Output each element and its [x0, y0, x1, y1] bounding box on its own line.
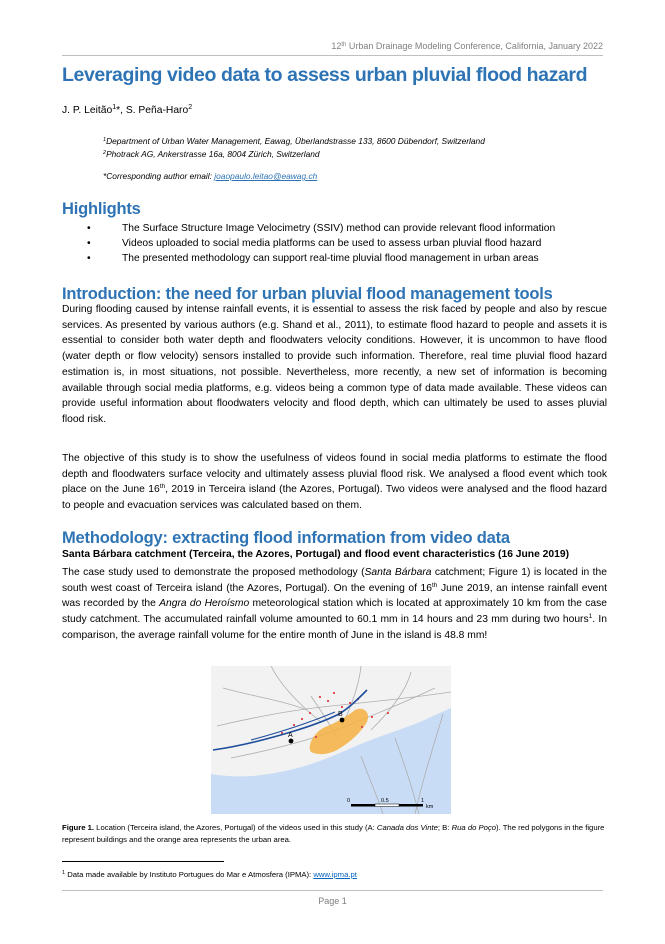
- affiliation-text: Department of Urban Water Management, Eawag, Überlandstrasse 133, 8600 Dübendorf, Switzerland: [106, 136, 485, 146]
- highlights-list: [87, 221, 627, 266]
- body-text: The case study used to demonstrate the proposed methodology (: [62, 567, 365, 578]
- author-list: [62, 104, 192, 116]
- footnote-reference[interactable]: 1: [588, 613, 593, 621]
- affiliation-text: Photrack AG, Ankerstrasse 16a, 8004 Zürich, Switzerland: [106, 149, 320, 159]
- location-marker-a: [289, 739, 294, 744]
- highlight-text: The Surface Structure Image Velocimetry (SSIV) method can provide relevant flood information: [122, 223, 556, 234]
- scale-label: 0: [347, 798, 351, 804]
- header-divider: [62, 55, 603, 56]
- caption-text: ). The red polygons in the figure represent buildings and the orange area represents the urban area.: [62, 823, 605, 844]
- station-name: Angra do Heroísmo: [159, 598, 250, 610]
- list-item: [87, 236, 627, 251]
- affiliation-2: [103, 149, 320, 159]
- location-marker-b: [340, 718, 345, 723]
- location-label-b: B: [338, 711, 343, 718]
- footnote: [62, 870, 357, 879]
- page-number: Page 1: [318, 896, 347, 906]
- introduction-paragraph-2: [62, 451, 607, 514]
- ordinal-suffix: th: [341, 42, 347, 48]
- figure-caption: [62, 822, 607, 846]
- corresponding-author: [103, 171, 317, 181]
- location-name: Canada dos Vinte: [376, 823, 438, 832]
- paper-title: Leveraging video data to assess urban pluvial flood hazard: [62, 64, 588, 86]
- scale-label: 1: [421, 798, 425, 804]
- body-text: , 2019 in Terceira island (the Azores, Portugal). Two videos were analysed and the flood hazard to people and evacuation services was calculated based on them.: [62, 484, 608, 512]
- bullet-icon: •: [87, 223, 91, 234]
- body-text: . In comparison, the average rainfall volume for the entire month of June in the island is 48.8 mm!: [62, 614, 608, 641]
- methodology-paragraph: [62, 565, 607, 644]
- caption-text: Location (Terceira island, the Azores, Portugal) of the videos used in this study (A:: [94, 823, 377, 832]
- body-text: catchment; Figure 1) is located in the south west coast of Terceira island (the Azores, Portugal). On the evening of 16: [62, 567, 608, 594]
- scale-unit: km: [426, 804, 434, 810]
- map-graphic: [211, 666, 451, 814]
- affiliation-mark: 2: [188, 104, 193, 111]
- highlight-text: The presented methodology can support real-time pluvial flood management in urban areas: [122, 253, 539, 264]
- footnote-mark: 1: [62, 870, 66, 876]
- section-heading-highlights: Highlights: [62, 200, 141, 218]
- catchment-name: Santa Bárbara: [364, 567, 432, 578]
- footnote-text: Data made available by Instituto Portugues do Mar e Atmosfera (IPMA):: [65, 870, 314, 879]
- figure-1-map: [211, 666, 451, 814]
- highlight-text: Videos uploaded to social media platforms can be used to assess urban pluvial flood hazard: [122, 238, 542, 249]
- list-item: [87, 221, 627, 236]
- location-label-a: A: [288, 732, 293, 739]
- bullet-icon: •: [87, 238, 91, 249]
- superscript: th: [159, 483, 166, 491]
- footnote-link[interactable]: www.ipma.pt: [313, 870, 357, 879]
- author-name: J. P. Leitão: [62, 105, 113, 116]
- location-name: Rua do Poço: [451, 823, 497, 832]
- footnote-divider: [62, 861, 224, 862]
- affiliation-1: [103, 136, 485, 146]
- affiliation-mark: 1: [103, 137, 107, 143]
- body-text: meteorological station which is located at approximately 10 km from the case study catchment. The accumulated rainfall volume amounted to 60.1 mm in 14 hours and 23 mm during two hours: [62, 598, 607, 626]
- bullet-icon: •: [87, 253, 91, 264]
- body-text: June 2019, an intense rainfall event was recorded by the: [62, 582, 607, 610]
- running-header: [331, 41, 603, 51]
- subsection-heading: Santa Bárbara catchment (Terceira, the Azores, Portugal) and flood event characteristics (16 June 2019): [62, 549, 570, 560]
- conference-ordinal: 12: [331, 41, 342, 51]
- introduction-paragraph-1: During flooding caused by intense rainfall events, it is essential to assess the risk faced by people and also by rescue services. As presented by various authors (e.g. Shand et al., 2011), to estimate flood hazard to people and assets it is essential to consider both water depth and floodwaters velocity conditions. However, it is uncommon to have flood (water depth or flow velocity) sensors installed to provide such information. Therefore, real time pluvial flood hazard estimation is, in most situations, not possible. Nevertheless, more recently, a new set of information is becoming available through social media platforms, e.g. videos being a common type of data made available. These videos can provide useful information about floodwaters velocity and flood depth, which can ultimately be used to asses pluvial flood risk.: [62, 304, 607, 425]
- section-heading-introduction: Introduction: the need for urban pluvial flood management tools: [62, 285, 553, 303]
- figure-label: Figure 1.: [62, 823, 95, 832]
- section-heading-methodology: Methodology: extracting flood information from video data: [62, 529, 510, 547]
- affiliation-mark: 1: [112, 104, 117, 111]
- list-item: [87, 251, 627, 266]
- superscript: th: [431, 581, 438, 589]
- scale-label: 0.5: [381, 798, 389, 804]
- caption-text: ; B:: [437, 823, 452, 832]
- body-text: The objective of this study is to show the usefulness of videos found in social media platforms to estimate the flood depth and floodwaters surface velocity and ultimately assess pluvial flood risk. We analysed a flood event which took place on the June 16: [62, 453, 607, 496]
- conference-name: Urban Drainage Modeling Conference, California, January 2022: [346, 41, 603, 51]
- corresponding-label: *Corresponding author email:: [103, 171, 215, 181]
- author-email-link[interactable]: joaopaulo.leitao@eawag.ch: [214, 171, 318, 181]
- corresponding-mark: *,: [116, 105, 126, 116]
- footer-divider: [62, 890, 603, 891]
- affiliation-mark: 2: [103, 150, 107, 156]
- author-name: S. Peña-Haro: [125, 105, 189, 116]
